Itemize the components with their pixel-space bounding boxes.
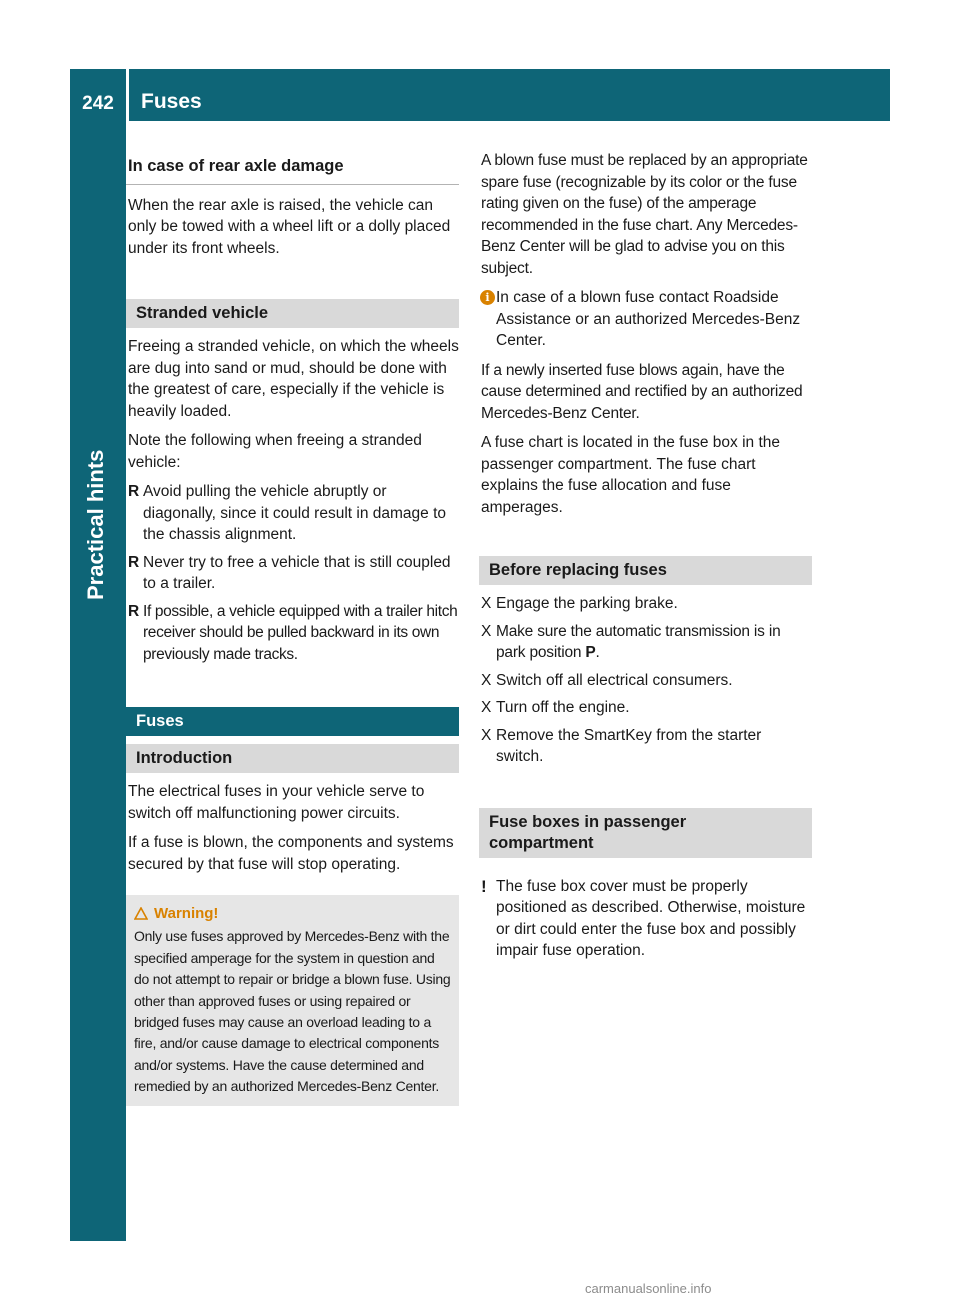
before-replacing-steps — [479, 593, 812, 768]
right-column — [479, 150, 812, 970]
list-item — [479, 593, 812, 615]
list-item — [126, 481, 459, 546]
warning-title-text: Warning! — [154, 905, 219, 922]
info-note-text: In case of a blown fuse contact Roadside Assistance or an authorized Mercedes-Benz Center. — [496, 289, 801, 349]
page-title: Fuses — [141, 90, 202, 113]
park-position-letter: P — [585, 644, 596, 661]
step-marker: X — [481, 595, 492, 612]
fuse-replace-paragraph: A blown fuse must be replaced by an appropriate spare fuse (recognizable by its color or the fuse rating given on the fuse) of the amperage recommended in the fuse chart. Any Mercedes-Benz Center will be glad to advise you on this subject. — [481, 152, 808, 277]
list-item-text: Avoid pulling the vehicle abruptly or diagonally, since it could result in damage to the chassis alignment. — [143, 483, 446, 543]
warning-text: Only use fuses approved by Mercedes-Benz with the specified amperage for the system in question and do not attempt to repair or bridge a blown fuse. Using other than approved fuses or using repaired or bridged fuses may cause an overload leading to a fire, and/or cause damage to electrical components and/or systems. Have the cause determined and remedied by an authorized Mercedes-Benz Center. — [134, 928, 451, 1095]
caution-icon: ! — [481, 876, 487, 896]
bullet-marker: R — [128, 553, 140, 571]
list-item-text: Remove the SmartKey from the starter switch. — [496, 726, 762, 765]
rear-axle-text: When the rear axle is raised, the vehicle can only be towed with a wheel lift or a dolly placed under its front wheels. — [128, 196, 451, 257]
list-item-text: Engage the parking brake. — [496, 595, 678, 612]
fuse-chart-paragraph: A fuse chart is located in the fuse box in the passenger compartment. The fuse chart explains the fuse allocation and fuse amperages. — [481, 434, 780, 516]
introduction-paragraph-2: If a fuse is blown, the components and systems secured by that fuse will stop operating. — [128, 834, 454, 873]
stranded-paragraph-2: Note the following when freeing a stranded vehicle: — [128, 432, 422, 471]
page-number: 242 — [82, 93, 114, 114]
header-divider — [126, 69, 129, 121]
info-note — [479, 287, 812, 352]
step-marker: X — [481, 699, 492, 716]
side-tab — [70, 121, 126, 1241]
list-item-text-end: . — [595, 644, 600, 661]
side-tab-label: Practical hints — [83, 449, 108, 600]
bullet-marker: R — [128, 602, 139, 620]
list-item-text: If possible, a vehicle equipped with a trailer hitch receiver should be pulled backward in its own previously made tracks. — [143, 602, 458, 663]
list-item — [479, 670, 812, 692]
fuses-section-heading: Fuses — [126, 707, 459, 736]
warning-title — [134, 903, 451, 924]
introduction-paragraph-1: The electrical fuses in your vehicle serve to switch off malfunctioning power circuits. — [128, 783, 425, 822]
list-item-text: Make sure the automatic transmission is in park position — [496, 622, 781, 661]
list-item-text: Turn off the engine. — [496, 699, 630, 716]
warning-box — [126, 895, 459, 1106]
list-item-text: Switch off all electrical consumers. — [496, 671, 733, 689]
watermark: carmanualsonline.info — [585, 1281, 712, 1296]
list-item — [479, 725, 812, 768]
list-item — [126, 552, 459, 595]
stranded-bullet-list — [126, 481, 459, 665]
stranded-paragraph-1: Freeing a stranded vehicle, on which the wheels are dug into sand or mud, should be done with the greatest of care, especially if the vehicle is heavily loaded. — [128, 338, 459, 420]
rear-axle-heading: In case of rear axle damage — [126, 150, 459, 185]
list-item — [479, 621, 812, 664]
list-item-text: Never try to free a vehicle that is still coupled to a trailer. — [143, 553, 451, 592]
left-column — [126, 150, 459, 1106]
before-replacing-heading: Before replacing fuses — [479, 556, 812, 585]
fuse-boxes-heading: Fuse boxes in passenger compartment — [479, 808, 812, 858]
step-marker: X — [481, 726, 492, 744]
stranded-vehicle-heading: Stranded vehicle — [126, 299, 459, 328]
bullet-marker: R — [128, 483, 140, 500]
warning-triangle-icon — [134, 907, 148, 920]
caution-note-text: The fuse box cover must be properly positioned as described. Otherwise, moisture or dirt could enter the fuse box and possibly impair fuse operation. — [496, 877, 806, 959]
step-marker: X — [481, 671, 492, 689]
info-icon: i — [480, 290, 495, 305]
list-item — [479, 697, 812, 719]
step-marker: X — [481, 622, 492, 640]
caution-note — [479, 876, 812, 962]
fuse-blows-again-paragraph: If a newly inserted fuse blows again, have the cause determined and rectified by an authorized Mercedes-Benz Center. — [481, 361, 803, 422]
introduction-heading: Introduction — [126, 744, 459, 773]
list-item — [126, 601, 459, 666]
